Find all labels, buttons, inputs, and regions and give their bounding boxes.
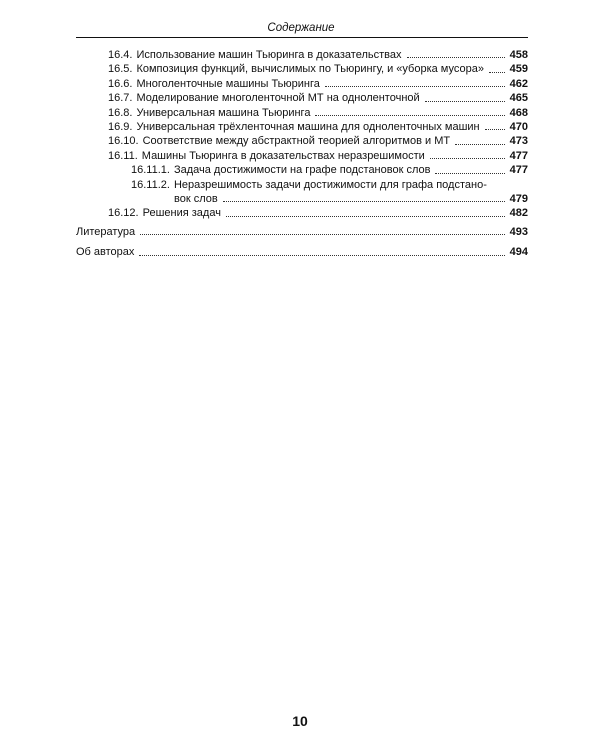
toc-entry[interactable]	[76, 206, 528, 220]
toc-entry[interactable]	[76, 62, 528, 76]
toc-entry-page: 479	[509, 193, 528, 206]
toc-entry-title: Композиция функций, вычислимых по Тьюрингу, и «уборка мусора»	[136, 63, 484, 76]
toc-entry-title: Задача достижимости на графе подстановок слов	[173, 164, 431, 177]
toc-entry[interactable]	[76, 178, 528, 207]
toc-entry-number: 16.8.	[108, 106, 133, 119]
toc-entry-page: 494	[509, 246, 528, 259]
page-number: 10	[292, 713, 308, 729]
toc-entry-number: 16.4.	[108, 49, 133, 61]
dot-leader	[455, 144, 505, 145]
toc-entry-page: 462	[509, 77, 528, 90]
toc-entry-number: 16.10.	[108, 135, 139, 148]
toc-entry-page: 465	[509, 92, 528, 105]
toc-entry-title: Универсальная машина Тьюринга	[136, 106, 311, 119]
toc-entry-page: 477	[509, 164, 528, 177]
toc-entry[interactable]	[76, 48, 528, 62]
dot-leader	[485, 129, 505, 130]
toc-entry-number: 16.9.	[108, 121, 133, 134]
toc-entry-page: 470	[509, 121, 528, 134]
toc-entry-title: Об авторах	[76, 246, 135, 259]
toc-entry-page: 473	[509, 135, 528, 148]
toc-entry-title: Неразрешимость задачи достижимости для графа подстано-	[173, 178, 487, 191]
dot-leader	[325, 86, 505, 87]
dot-leader	[489, 72, 505, 73]
toc-entry-bibliography[interactable]	[76, 225, 528, 239]
toc-entry-page: 468	[509, 106, 528, 119]
toc-entry[interactable]	[76, 149, 528, 163]
toc-entry-number: 16.11.	[108, 149, 138, 162]
header-rule	[76, 37, 528, 38]
toc-entry-number: 16.5.	[108, 63, 133, 76]
toc-entry[interactable]	[76, 134, 528, 148]
toc-entry-number: 16.12.	[108, 207, 139, 220]
toc-entry[interactable]	[76, 106, 528, 120]
toc-entry-title: Моделирование многоленточной МТ на одноленточной	[136, 92, 420, 105]
toc-entry-page: 458	[509, 49, 528, 61]
toc-entry[interactable]	[76, 77, 528, 91]
toc-entry-title-continuation: вок слов	[174, 193, 218, 206]
toc-entry-number: 16.6.	[108, 77, 133, 90]
toc-entry-title: Машины Тьюринга в доказательствах неразрешимости	[141, 149, 425, 162]
dot-leader	[425, 101, 505, 102]
toc-entry-title: Многоленточные машины Тьюринга	[136, 77, 320, 90]
toc-entry-page: 477	[509, 149, 528, 162]
dot-leader	[139, 255, 504, 256]
toc-entry-number: 16.11.2.	[131, 178, 170, 191]
toc-entry[interactable]	[76, 91, 528, 105]
toc-entry-about-authors[interactable]	[76, 245, 528, 259]
toc-entry-title: Литература	[76, 225, 136, 238]
table-of-contents	[76, 48, 528, 260]
toc-entry-number: 16.7.	[108, 92, 133, 105]
toc-entry-number: 16.11.1.	[131, 164, 170, 177]
running-head: Содержание	[267, 22, 335, 34]
toc-entry-title: Решения задач	[142, 207, 221, 220]
dot-leader	[430, 158, 505, 159]
toc-entry-title: Использование машин Тьюринга в доказательствах	[136, 49, 402, 61]
dot-leader	[140, 234, 504, 235]
toc-entry[interactable]	[76, 120, 528, 134]
toc-entry-title: Соответствие между абстрактной теорией алгоритмов и МТ	[142, 135, 451, 148]
dot-leader	[435, 173, 504, 174]
toc-entry-title: Универсальная трёхленточная машина для одноленточных машин	[136, 121, 480, 134]
toc-entry-page: 459	[509, 63, 528, 76]
dot-leader	[223, 201, 505, 202]
dot-leader	[407, 57, 505, 58]
toc-entry-page: 482	[509, 207, 528, 220]
dot-leader	[226, 216, 505, 217]
dot-leader	[315, 115, 504, 116]
toc-entry-page: 493	[509, 225, 528, 238]
toc-entry[interactable]	[76, 163, 528, 177]
